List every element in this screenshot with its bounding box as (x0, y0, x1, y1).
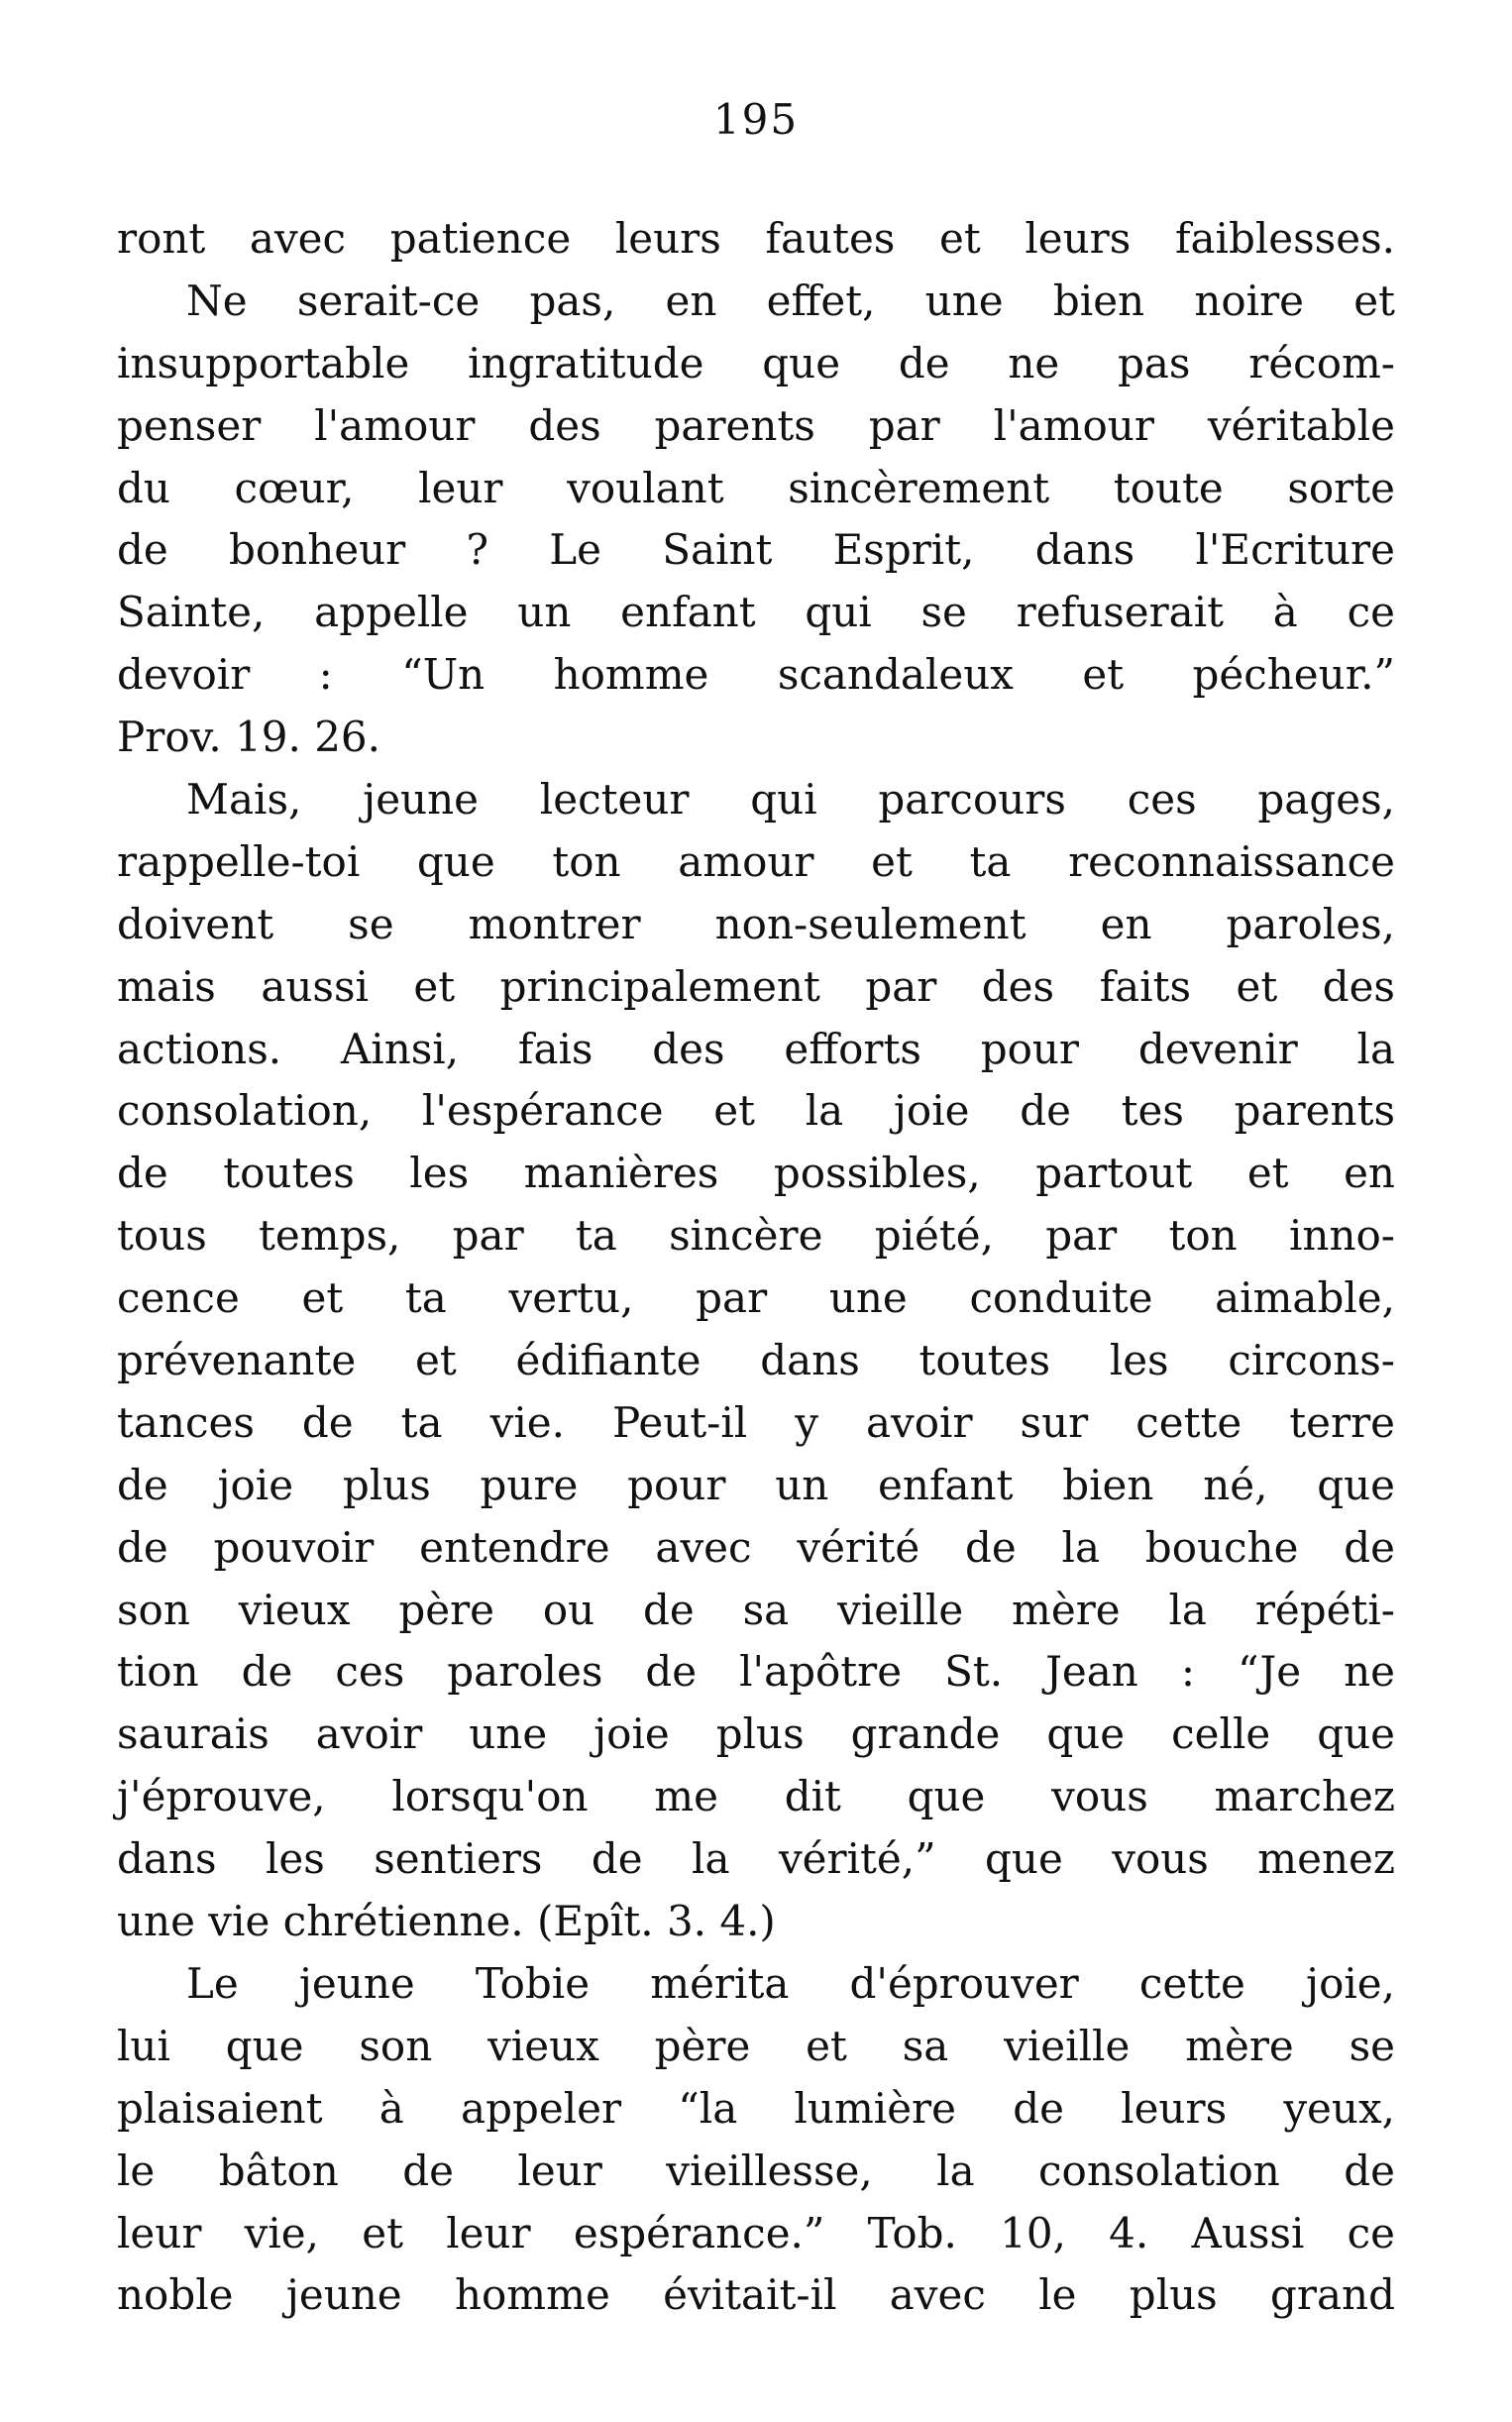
text-line: mais aussi et principalement par des faits et des (117, 961, 1395, 1011)
text-line: ront avec patience leurs fautes et leurs faiblesses. (117, 214, 1395, 263)
text-line: de toutes les manières possibles, partout et en (117, 1149, 1395, 1198)
text-line: rappelle-toi que ton amour et ta reconnaissance (117, 836, 1395, 886)
text-line: prévenante et édifiante dans toutes les circons- (117, 1336, 1395, 1385)
text-line: consolation, l'espérance et la joie de tes parents (117, 1086, 1395, 1136)
text-line: du cœur, leur voulant sincèrement toute sorte (117, 463, 1395, 512)
text-line: j'éprouve, lorsqu'on me dit que vous marchez (117, 1772, 1395, 1821)
text-line: noble jeune homme évitait-il avec le plus grand (117, 2270, 1395, 2320)
text-line: tion de ces paroles de l'apôtre St. Jean : “Je ne (117, 1647, 1395, 1697)
text-line: dans les sentiers de la vérité,” que vous menez (117, 1834, 1395, 1884)
text-line: une vie chrétienne. (Epît. 3. 4.) (117, 1897, 776, 1946)
text-line: tances de ta vie. Peut-il y avoir sur cette terre (117, 1397, 1395, 1447)
text-line: lui que son vieux père et sa vieille mère se (117, 2021, 1395, 2070)
text-line: saurais avoir une joie plus grande que celle que (117, 1709, 1395, 1759)
text-line: Prov. 19. 26. (117, 713, 381, 762)
text-line: insupportable ingratitude que de ne pas récom- (117, 338, 1395, 387)
text-line: de pouvoir entendre avec vérité de la bouche de (117, 1522, 1395, 1572)
text-line: le bâton de leur vieillesse, la consolation de (117, 2146, 1395, 2195)
text-line: doivent se montrer non-seulement en paroles, (117, 899, 1395, 948)
text-line: plaisaient à appeler “la lumière de leurs yeux, (117, 2083, 1395, 2133)
text-line: actions. Ainsi, fais des efforts pour devenir la (117, 1024, 1395, 1073)
text-line: Ne serait-ce pas, en effet, une bien noire et (186, 275, 1395, 325)
text-line: penser l'amour des parents par l'amour véritable (117, 400, 1395, 450)
text-line: Mais, jeune lecteur qui parcours ces pages, (186, 775, 1395, 825)
text-line: son vieux père ou de sa vieille mère la répéti- (117, 1585, 1395, 1634)
text-line: devoir : “Un homme scandaleux et pécheur.” (117, 650, 1395, 700)
text-line: leur vie, et leur espérance.” Tob. 10, 4. Aussi ce (117, 2208, 1395, 2257)
text-line: de bonheur ? Le Saint Esprit, dans l'Ecriture (117, 525, 1395, 575)
text-line: Sainte, appelle un enfant qui se refuserait à ce (117, 588, 1395, 637)
text-line: tous temps, par ta sincère piété, par ton inno- (117, 1211, 1395, 1261)
text-line: cence et ta vertu, par une conduite aimable, (117, 1273, 1395, 1323)
text-line: Le jeune Tobie mérita d'éprouver cette joie, (186, 1958, 1395, 2008)
page-number: 195 (712, 95, 800, 144)
text-line: de joie plus pure pour un enfant bien né, que (117, 1460, 1395, 1509)
body-text (117, 208, 1395, 2327)
